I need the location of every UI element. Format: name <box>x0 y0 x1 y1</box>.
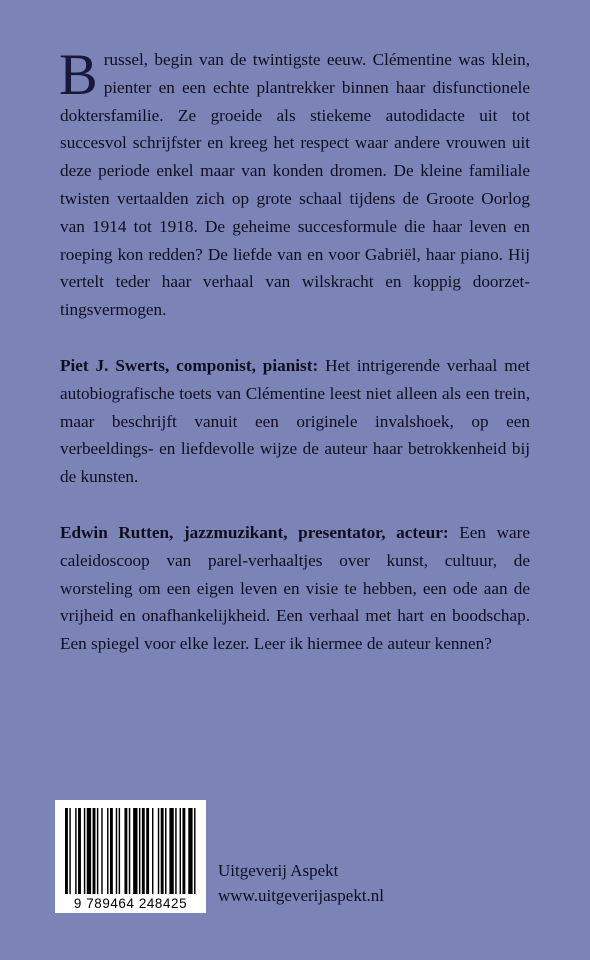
back-cover-blurb <box>59 42 530 658</box>
barcode-bar <box>69 808 70 894</box>
drop-cap-letter: B <box>59 42 98 107</box>
barcode-bar <box>180 808 181 894</box>
synopsis-paragraph <box>59 42 530 324</box>
barcode-bar <box>124 808 127 894</box>
isbn-number: 9 789464 248425 <box>73 896 188 911</box>
barcode-bar <box>182 808 185 894</box>
barcode-bar <box>169 808 173 894</box>
barcode-bar <box>75 808 76 894</box>
reviewer-name: Piet J. Swerts, componist, pianist: <box>60 355 319 375</box>
barcode-bar <box>116 808 117 894</box>
barcode-bar <box>101 808 102 894</box>
synopsis-text: russel, begin van de twintigste eeuw. Clémentine was klein, pienter en een echte plantrekker binnen haar disfunctionele doktersfamilie. Ze groeide als stiekeme autodidacte uit tot succesvol schrijfster en kreeg het respect waar andere vrouwen uit deze periode enkel maar van konden dromen. De kleine familiale twisten vertaalden zich op grote schaal tijdens de Groote Oorlog van 1914 tot 1918. De geheime succesformule die haar leven en roeping kon redden? De liefde van en voor Gabriël, haar piano. Hij vertelt teder haar verhaal van wilskracht en koppig doorzettingsvermogen. <box>60 50 530 320</box>
barcode-bar <box>158 808 159 894</box>
barcode-bar <box>65 808 68 894</box>
barcode-bar <box>175 808 176 894</box>
barcode-bar <box>87 808 91 894</box>
review-edwin-rutten <box>60 519 530 658</box>
barcode-bar <box>78 808 81 894</box>
barcode-bar <box>161 808 164 894</box>
barcode-bar <box>142 808 145 894</box>
barcode-bar <box>110 808 113 894</box>
review-piet-swerts <box>60 352 530 491</box>
barcode-bar <box>129 808 130 894</box>
reviewer-name: Edwin Rutten, jazzmuzikant, presentator, acteur: <box>60 522 449 542</box>
publisher-website: www.uitgeverijaspekt.nl <box>218 886 385 905</box>
barcode-bar <box>119 808 120 894</box>
barcode-bar <box>188 808 192 894</box>
barcode-bar <box>165 808 166 894</box>
publisher-name: Uitgeverij Aspekt <box>218 861 339 880</box>
barcode-bar <box>194 808 195 894</box>
publisher-info <box>218 858 384 908</box>
barcode-bar <box>93 808 96 894</box>
barcode-bar <box>152 808 153 894</box>
barcode-bar <box>97 808 98 894</box>
barcode-bar <box>107 808 108 894</box>
review-text: Het intrigerende verhaal met autobiografische toets van Clémentine leest niet alleen als een trein, maar beschrijft vanuit een originele invalshoek, op een verbeeldings- en liefdevolle wijze de auteur haar betrokkenheid bij de kunsten. <box>60 355 530 487</box>
isbn-barcode <box>55 800 206 913</box>
review-text: Een ware caleidoscoop van parel-verhaaltjes over kunst, cultuur, de worsteling om een eigen leven en visie te hebben, een ode aan de vrijheid en onafhankelijkheid. Een verhaal met hart en boodschap. Een spiegel voor elke lezer. Leer ik hiermee de auteur kennen? <box>60 522 530 654</box>
barcode-bar <box>139 808 140 894</box>
barcode-bar <box>146 808 149 894</box>
barcode-bar <box>84 808 85 894</box>
barcode-bar <box>133 808 137 894</box>
